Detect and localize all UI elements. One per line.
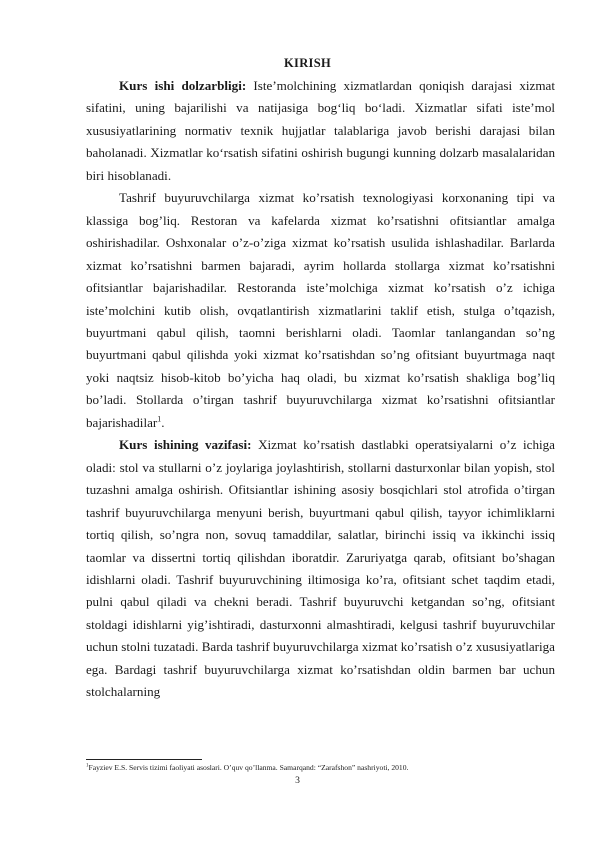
paragraph-technology	[86, 187, 555, 434]
footnote-mark: 1	[86, 763, 89, 769]
page-number: 3	[295, 775, 300, 786]
paragraph-lead: Kurs ishi dolzarbligi:	[119, 78, 247, 93]
paragraph-text: Tashrif buyuruvchilarga xizmat ko’rsatish texnologiyasi korxonaning tipi va klassiga bog’liq. Restoran va kafelarda xizmat ko’rsatishni ofitsiantlar amalga oshirishadilar. Oshxonalar o’z-o’ziga xizmat ko’rsatish usulida ishlashadilar. Barlarda xizmat ko’rsatishni barmen bajaradi, ayrim hollarda stollarga xizmat ko’rsatishni ofitsiantlar bajarishadilar. Restoranda iste’molchiga xizmat ko’rsatish o’z ichiga iste’molchini kutib olish, ovqatlantirish xizmatlarini taklif etish, stulga o’tqazish, buyurtmani qabul qilish, taomni berishlarni oladi. Taomlar tanlangandan so’ng buyurtmani qabul qilishda yoki xizmat ko’rsatishdan so’ng ofitsiant buyurtmaga naqt yoki naqtsiz hisob-kitob bo’yicha haq oladi, bu xizmat ko’rsatish shakliga bog’liq bo’ladi. Stollarda o’tirgan tashrif buyuruvchilarga xizmat ko’rsatishni ofitsiantlar bajarishadilar	[86, 190, 555, 430]
paragraph-relevance	[86, 75, 555, 187]
paragraph-text: Xizmat ko’rsatish dastlabki operatsiyalarni o’z ichiga oladi: stol va stullarni o’z joylariga joylashtirish, stollarni dasturxonlar bilan yopish, stol tuzashni amalga oshirish. Ofitsiantlar ishining asosiy bosqichlari stol atrofida o’tirgan tashrif buyuruvchilarga menyuni berish, buyurtmani qabul qilish, tayyor ichimliklarni tortiq qilish, so’ngra non, sovuq tamaddilar, salatlar, birinchi issiq va ikkinchi issiq taomlar va dissertni tortiq qilishdan iboratdir. Zaruriyatga qarab, ofitsiant bo’shagan idishlarni oladi. Tashrif buyuruvchining iltimosiga ko’ra, ofitsiant schet taqdim etadi, pulni qabul qiladi va chekni beradi. Tashrif buyuruvchi ketgandan so’ng, ofitsiant stoldagi idishlarni yig’ishtiradi, dasturxonni almashtiradi, kelgusi tashrif buyuruvchilar uchun stolni tuzatadi. Barda tashrif buyuruvchilarga xizmat ko’rsatish o’z xususiyatlariga ega. Bardagi tashrif buyuruvchilarga xizmat ko’rsatishdan oldin barmen bar uchun stolchalarning	[86, 437, 555, 700]
paragraph-text: Iste’molchining xizmatlardan qoniqish darajasi xizmat sifatini, uning bajarilishi va natijasiga bog‘liq bo‘ladi. Xizmatlar sifati iste’mol xususiyatlarining normativ texnik hujjatlar talablariga javob berishi darajasi bilan baholanadi. Xizmatlar ko‘rsatish sifatini oshirish bugungi kunning dolzarb masalalaridan biri hisoblanadi.	[86, 78, 555, 183]
document-body	[86, 75, 555, 704]
footnote	[86, 763, 555, 773]
footnote-text: Fayziev E.S. Servis tizimi faoliyati asoslari. O’quv qo’llanma. Samarqand: “Zarafshon” nashriyoti, 2010.	[88, 763, 409, 772]
paragraph-lead: Kurs ishining vazifasi:	[119, 437, 252, 453]
page-title: KIRISH	[284, 56, 331, 70]
paragraph-tail: .	[161, 414, 165, 430]
footnote-reference[interactable]: 1	[157, 414, 162, 424]
paragraph-tasks	[86, 434, 555, 703]
footnote-divider	[86, 759, 202, 760]
